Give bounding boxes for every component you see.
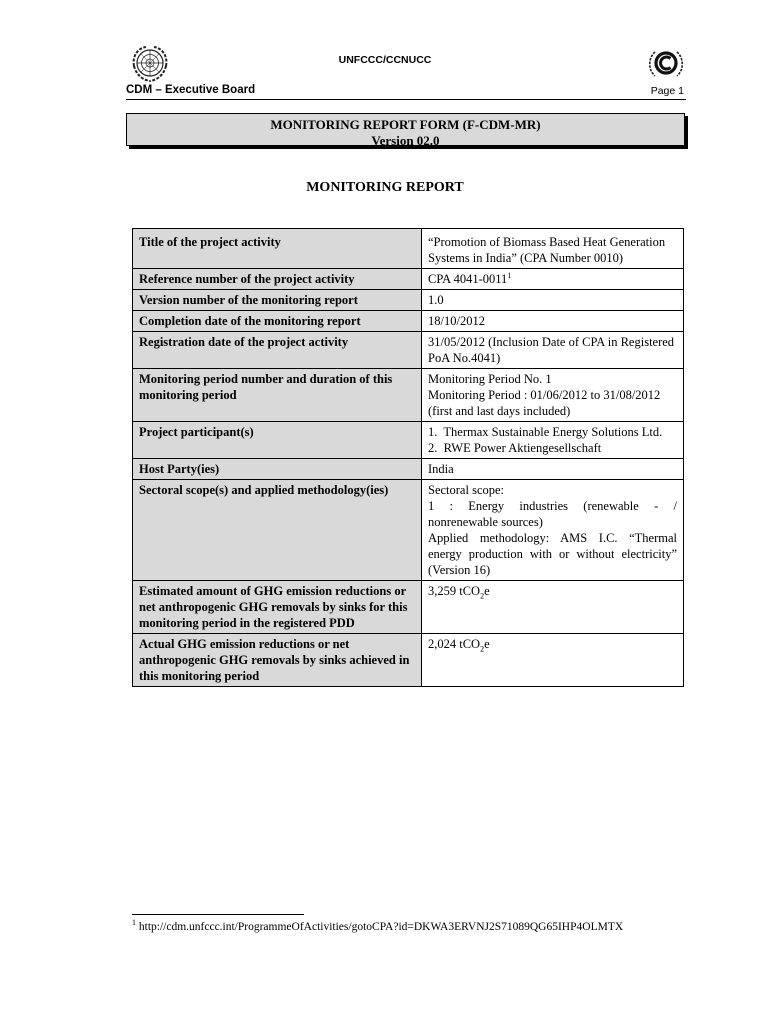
sectoral-label: Sectoral scope(s) and applied methodology(ies): [133, 480, 422, 581]
table-row: [133, 290, 684, 311]
sectoral-scope-heading: Sectoral scope:: [428, 483, 505, 497]
registration-label: Registration date of the project activity: [133, 332, 422, 369]
form-title: MONITORING REPORT FORM (F-CDM-MR): [270, 117, 541, 132]
actual-subscript: 2: [480, 644, 485, 654]
actual-value: [422, 634, 684, 687]
period-value: [422, 369, 684, 422]
table-row: [133, 480, 684, 581]
table-row: [133, 459, 684, 480]
host-label: Host Party(ies): [133, 459, 422, 480]
estimated-label: Estimated amount of GHG emission reductions or net anthropogenic GHG removals by sinks for this monitoring period in the registered PDD: [133, 581, 422, 634]
header-page-number: Page 1: [650, 85, 684, 97]
actual-label: Actual GHG emission reductions or net anthropogenic GHG removals by sinks achieved in this monitoring period: [133, 634, 422, 687]
period-label: Monitoring period number and duration of this monitoring period: [133, 369, 422, 422]
footnote-divider: [132, 914, 304, 915]
registration-value: 31/05/2012 (Inclusion Date of CPA in Registered PoA No.4041): [422, 332, 684, 369]
table-row: [133, 369, 684, 422]
table-row: [133, 229, 684, 269]
version-label: Version number of the monitoring report: [133, 290, 422, 311]
completion-label: Completion date of the monitoring report: [133, 311, 422, 332]
table-row: [133, 422, 684, 459]
table-row: [133, 634, 684, 687]
form-version: Version 02.0: [371, 133, 440, 148]
footnote-url[interactable]: http://cdm.unfccc.int/ProgrammeOfActivities/gotoCPA?id=DKWA3ERVNJ2S71089QG65IHP4OLMTX: [136, 921, 624, 933]
reference-label: Reference number of the project activity: [133, 269, 422, 290]
reference-number: CPA 4041-0011: [428, 272, 508, 286]
table-row: [133, 581, 684, 634]
version-value: 1.0: [422, 290, 684, 311]
actual-suffix: e: [484, 637, 490, 651]
document-title: MONITORING REPORT: [306, 180, 464, 195]
sectoral-value: [422, 480, 684, 581]
period-note: (first and last days included): [428, 404, 571, 418]
title-value: “Promotion of Biomass Based Heat Generation Systems in India” (CPA Number 0010): [422, 229, 684, 269]
footnote: [132, 918, 624, 933]
sectoral-scope: 1 : Energy industries (renewable - / nonrenewable sources): [428, 499, 677, 529]
table-row: [133, 332, 684, 369]
footnote-number: 1: [132, 918, 136, 928]
footnote-marker: 1: [507, 270, 512, 280]
title-label: Title of the project activity: [133, 229, 422, 269]
participant-item: 2. RWE Power Aktiengesellschaft: [428, 441, 602, 455]
participants-value: [422, 422, 684, 459]
actual-amount: 2,024 tCO: [428, 637, 481, 651]
period-duration: Monitoring Period : 01/06/2012 to 31/08/2012: [428, 388, 661, 402]
header-divider: [126, 99, 686, 100]
participants-label: Project participant(s): [133, 422, 422, 459]
header-executive-board: CDM – Executive Board: [126, 84, 256, 96]
estimated-subscript: 2: [480, 591, 485, 601]
table-row: [133, 269, 684, 290]
header-organization: UNFCCC/CCNUCC: [338, 54, 432, 66]
estimated-value: [422, 581, 684, 634]
form-title-box: [126, 113, 685, 146]
host-value: India: [422, 459, 684, 480]
estimated-suffix: e: [484, 584, 490, 598]
project-info-table: [132, 228, 684, 687]
table-row: [133, 311, 684, 332]
climate-change-logo: [646, 44, 686, 84]
completion-value: 18/10/2012: [422, 311, 684, 332]
period-number: Monitoring Period No. 1: [428, 372, 552, 386]
estimated-amount: 3,259 tCO: [428, 584, 481, 598]
reference-value: [422, 269, 684, 290]
participant-item: 1. Thermax Sustainable Energy Solutions Ltd.: [428, 425, 663, 439]
applied-methodology: Applied methodology: AMS I.C. “Thermal energy production with or without electricity” (Version 16): [428, 531, 677, 577]
